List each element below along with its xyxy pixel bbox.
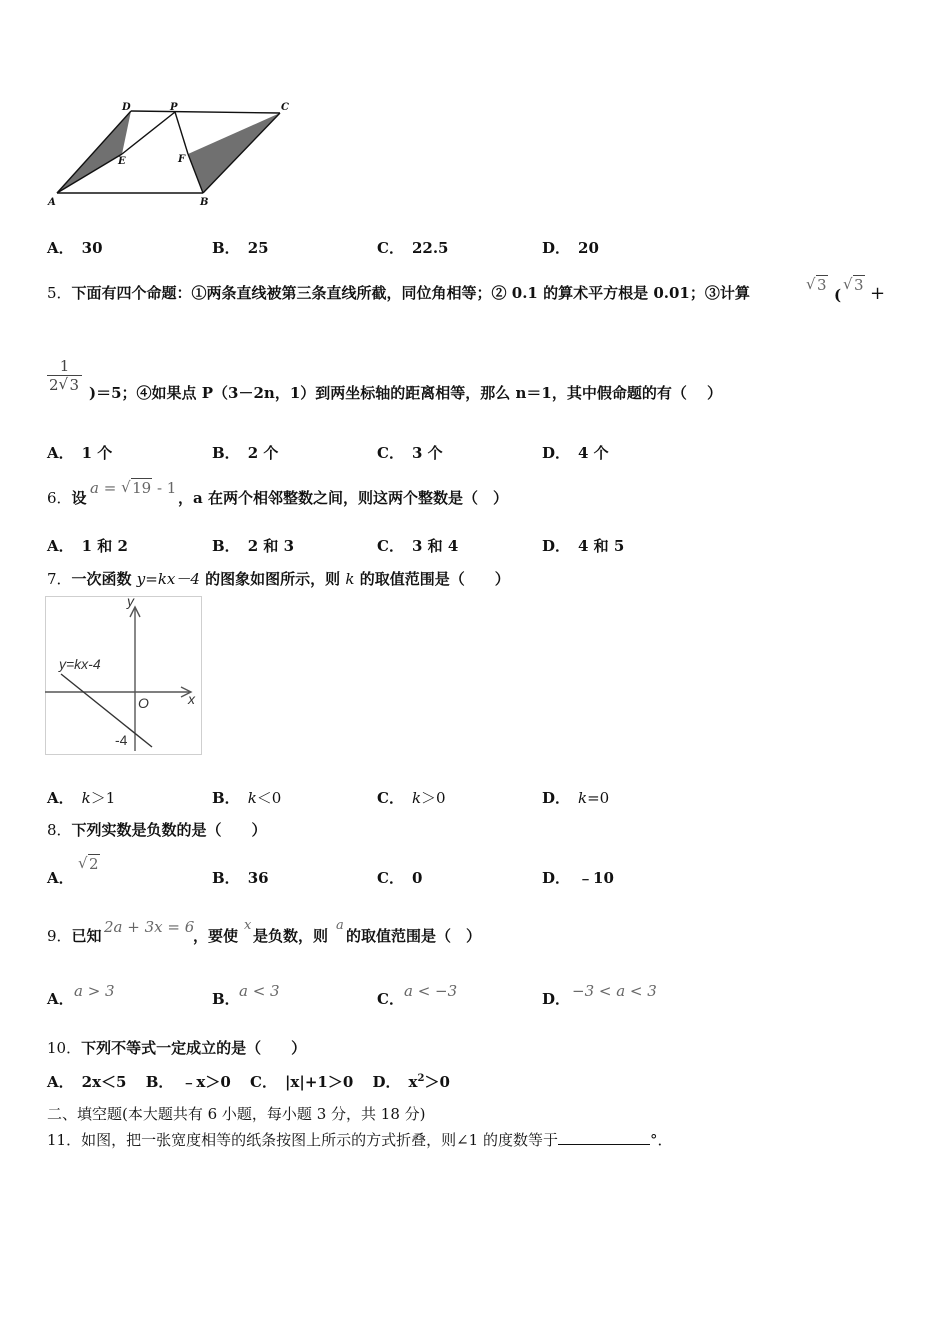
q7-option-c[interactable]: C． k＞0: [377, 789, 446, 807]
q7-option-a[interactable]: A． k＞1: [47, 789, 116, 807]
q5-sqrt3: √ 3: [806, 276, 828, 294]
intercept-label: -4: [115, 732, 128, 748]
q8-option-c[interactable]: C． 0: [377, 869, 423, 887]
q10-option-d[interactable]: D． $x^2>0$: [372, 1073, 450, 1091]
q10-option-c[interactable]: C． |x|+1＞0: [250, 1073, 354, 1091]
q10-option-a[interactable]: A． 2x＜5: [47, 1073, 127, 1091]
q4-option-c[interactable]: C． 22.5: [377, 239, 449, 257]
q5-line-2: )＝5；④如果点 P（3－2n，1）到两坐标轴的距离相等，那么 n＝1，其中假命题的有（ ）: [89, 384, 723, 402]
q4-option-d[interactable]: D． 20: [542, 239, 599, 257]
q9-equation: 2a + 3x = 6: [104, 918, 195, 936]
q5-plus: +: [870, 283, 886, 304]
q9-option-d[interactable]: D．: [542, 990, 571, 1008]
label-c: C: [281, 102, 289, 113]
q9-option-a-expr: a > 3: [74, 982, 115, 1000]
q11-stem: 11．如图，把一张宽度相等的纸条按图上所示的方式折叠，则∠1 的度数等于 °．: [47, 1131, 673, 1149]
shaded-triangle-cfb: [188, 113, 280, 193]
section-2-title: 二、填空题(本大题共有 6 小题，每小题 3 分，共 18 分): [47, 1105, 426, 1123]
q5-line-1: 5．下面有四个命题：①两条直线被第三条直线所截，同位角相等；② 0.1 的算术平方根是 0.01；③计算: [47, 284, 750, 302]
label-a: A: [48, 197, 56, 208]
q5-option-d[interactable]: D． 4 个: [542, 444, 609, 462]
q9-text-b: 是负数，则: [253, 927, 329, 945]
q6-option-c[interactable]: C． 3 和 4: [377, 537, 459, 555]
q6-text: ，a 在两个相邻整数之间，则这两个整数是（ ）: [178, 489, 508, 507]
q9-option-d-expr: −3 < a < 3: [572, 982, 657, 1000]
label-p: P: [170, 102, 178, 113]
q6-number: 6．设: [47, 489, 87, 507]
q8-option-b[interactable]: B． 36: [212, 869, 269, 887]
q4-option-b[interactable]: B． 25: [212, 239, 269, 257]
q5-option-a[interactable]: A． 1 个: [47, 444, 113, 462]
q6-expression: a = √ 19 - 1: [90, 479, 176, 497]
q11-answer-blank[interactable]: [558, 1130, 650, 1145]
q9-option-b[interactable]: B．: [212, 990, 240, 1008]
q9-text-a: ，要使: [193, 927, 239, 945]
label-e: E: [118, 156, 126, 167]
q10-stem: 10．下列不等式一定成立的是（ ）: [47, 1039, 307, 1057]
q7-stem: 7．一次函数 y=kx－4 的图象如图所示，则 k 的取值范围是（ ）: [47, 570, 510, 588]
q9-option-c-expr: a < −3: [404, 982, 458, 1000]
q8-option-d[interactable]: D． ﹣10: [542, 869, 614, 887]
q9-var-x: x: [244, 918, 252, 933]
label-d: D: [122, 102, 131, 113]
q6-option-a[interactable]: A． 1 和 2: [47, 537, 128, 555]
label-b: B: [200, 197, 209, 208]
q5-sqrt3-b: √ 3: [843, 276, 865, 294]
q9-number: 9．已知: [47, 927, 102, 945]
q4-figure: [40, 98, 310, 210]
q5-paren: (: [834, 286, 842, 304]
q9-option-c[interactable]: C．: [377, 990, 404, 1008]
q6-option-d[interactable]: D． 4 和 5: [542, 537, 625, 555]
q8-stem: 8．下列实数是负数的是（ ）: [47, 821, 267, 839]
q9-option-a[interactable]: A．: [47, 990, 74, 1008]
q9-text-c: 的取值范围是（ ）: [346, 927, 482, 945]
y-axis-label: y: [127, 596, 134, 609]
q8-option-a[interactable]: A．: [47, 869, 74, 887]
q5-fraction: $\frac{1}{2√ 3}$: [47, 357, 82, 394]
q9-option-b-expr: a < 3: [239, 982, 280, 1000]
q6-option-b[interactable]: B． 2 和 3: [212, 537, 295, 555]
x-axis-label: x: [188, 691, 195, 707]
q5-option-b[interactable]: B． 2 个: [212, 444, 279, 462]
q9-var-a: a: [336, 918, 344, 933]
q8-option-a-sqrt: √ 2: [78, 855, 100, 873]
q10-option-b[interactable]: B． ﹣x＞0: [145, 1073, 231, 1091]
q7-option-b[interactable]: B． k＜0: [212, 789, 282, 807]
q10-options-row: [47, 1071, 450, 1092]
q4-option-a[interactable]: A． 30: [47, 239, 103, 257]
line-label: y=kx-4: [59, 656, 101, 672]
q7-graph: [45, 596, 202, 755]
q5-option-c[interactable]: C． 3 个: [377, 444, 443, 462]
label-f: F: [178, 154, 186, 165]
origin-label: O: [138, 695, 149, 711]
q7-option-d[interactable]: D． k=0: [542, 789, 610, 807]
